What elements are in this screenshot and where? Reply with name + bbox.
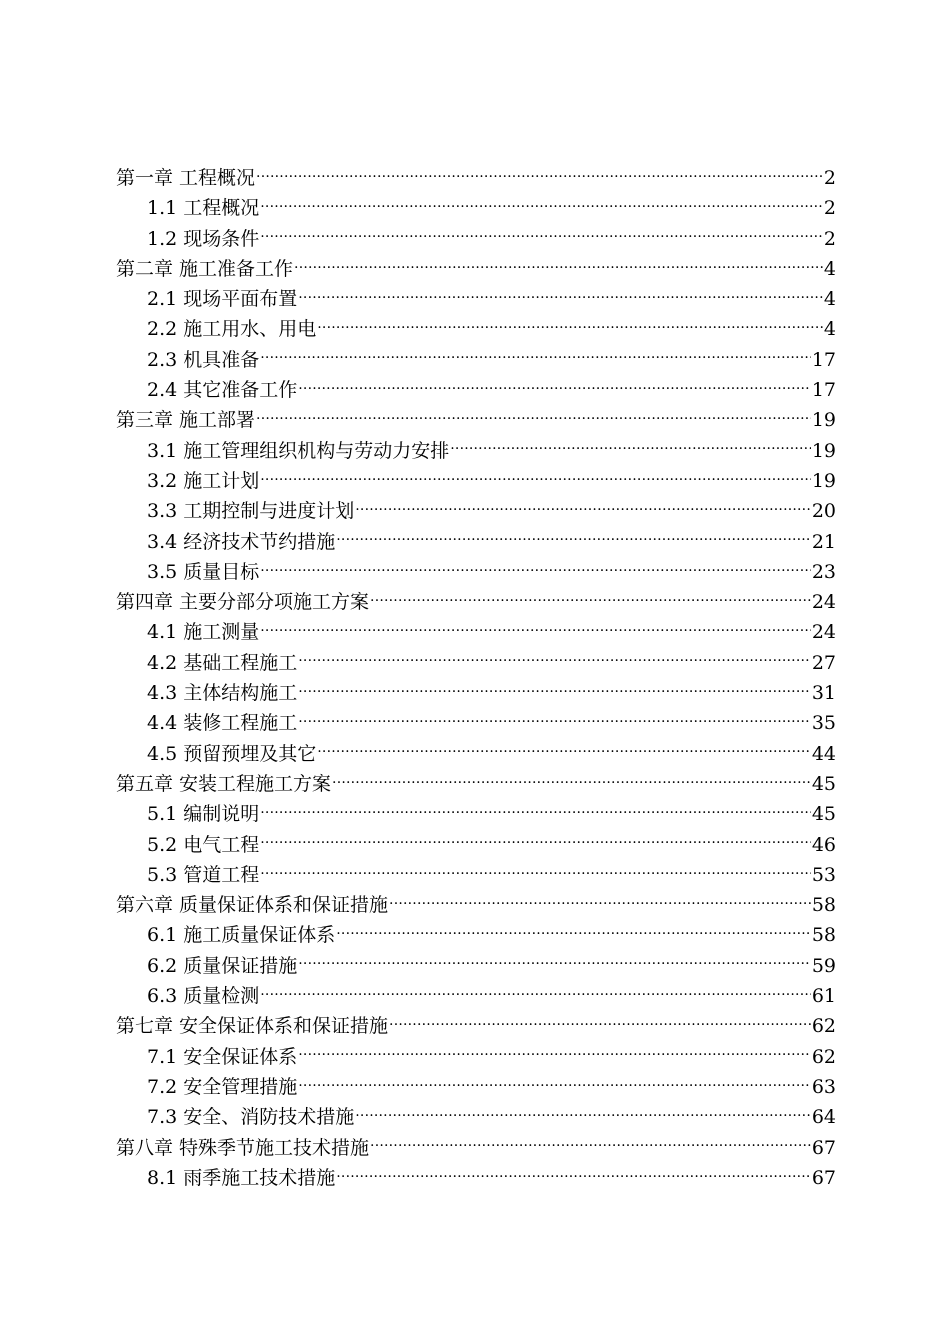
toc-entry-title: 第四章 主要分部分项施工方案 (116, 591, 370, 614)
toc-chapter-entry[interactable] (116, 254, 836, 284)
dot-leader (298, 1043, 811, 1063)
toc-entry-title: 第一章 工程概况 (116, 167, 256, 189)
toc-entry-title: 第六章 质量保证体系和保证措施 (116, 894, 389, 917)
toc-section-entry[interactable] (116, 496, 836, 526)
toc-entry-title: 4.1 施工测量 (147, 621, 260, 644)
toc-entry-title: 4.4 装修工程施工 (147, 712, 298, 735)
toc-page-number: 4 (823, 318, 836, 341)
toc-page-number: 44 (811, 742, 836, 765)
toc-page-number: 19 (811, 409, 836, 432)
toc-page-number: 4 (823, 288, 836, 311)
toc-entry-title: 4.3 主体结构施工 (147, 682, 298, 705)
dot-leader (355, 1103, 811, 1123)
toc-entry-title: 1.2 现场条件 (147, 227, 260, 250)
dot-leader (260, 982, 811, 1002)
toc-page-number: 67 (811, 1136, 836, 1159)
dot-leader (332, 770, 811, 790)
dot-leader (260, 618, 811, 638)
toc-page-number: 20 (811, 500, 836, 523)
toc-page-number: 63 (811, 1075, 836, 1098)
toc-entry-title: 第五章 安装工程施工方案 (116, 772, 332, 795)
dot-leader (260, 346, 811, 366)
toc-section-entry[interactable] (116, 920, 836, 950)
toc-entry-title: 6.2 质量保证措施 (147, 954, 298, 977)
toc-entry-title: 7.1 安全保证体系 (147, 1045, 298, 1068)
toc-section-entry[interactable] (116, 678, 836, 708)
toc-page-number: 58 (811, 924, 836, 947)
toc-page-number: 17 (811, 348, 836, 371)
toc-section-entry[interactable] (116, 314, 836, 344)
dot-leader (355, 497, 811, 517)
toc-page-number: 62 (811, 1015, 836, 1038)
toc-page-number: 46 (811, 833, 836, 856)
toc-section-entry[interactable] (116, 466, 836, 496)
dot-leader (336, 921, 811, 941)
dot-leader (317, 740, 811, 760)
dot-leader (260, 861, 811, 881)
toc-chapter-entry[interactable] (116, 1133, 836, 1163)
toc-section-entry[interactable] (116, 951, 836, 981)
dot-leader (256, 406, 811, 426)
dot-leader (298, 709, 811, 729)
dot-leader (370, 1134, 811, 1154)
dot-leader (260, 194, 823, 214)
table-of-contents (116, 163, 836, 1193)
toc-section-entry[interactable] (116, 830, 836, 860)
toc-entry-title: 第七章 安全保证体系和保证措施 (116, 1015, 389, 1038)
toc-chapter-entry[interactable] (116, 405, 836, 435)
dot-leader (294, 255, 823, 275)
toc-section-entry[interactable] (116, 284, 836, 314)
toc-entry-title: 7.3 安全、消防技术措施 (147, 1106, 355, 1129)
toc-page-number: 67 (811, 1166, 836, 1189)
toc-page-number: 2 (823, 227, 836, 250)
toc-page-number: 21 (811, 530, 836, 553)
toc-section-entry[interactable] (116, 345, 836, 375)
toc-entry-title: 2.4 其它准备工作 (147, 379, 298, 402)
toc-page-number: 53 (811, 863, 836, 886)
toc-entry-title: 4.5 预留预埋及其它 (147, 742, 317, 765)
toc-page-number: 61 (811, 985, 836, 1008)
toc-entry-title: 8.1 雨季施工技术措施 (147, 1166, 336, 1189)
dot-leader (298, 285, 823, 305)
toc-section-entry[interactable] (116, 1042, 836, 1072)
dot-leader (450, 437, 811, 457)
dot-leader (260, 558, 811, 578)
dot-leader (389, 891, 811, 911)
dot-leader (298, 1073, 811, 1093)
toc-entry-title: 5.3 管道工程 (147, 863, 260, 886)
dot-leader (298, 679, 811, 699)
toc-page-number: 23 (811, 560, 836, 583)
toc-page-number: 64 (811, 1106, 836, 1129)
toc-entry-title: 第三章 施工部署 (116, 409, 256, 432)
dot-leader (389, 1012, 811, 1032)
dot-leader (317, 315, 823, 335)
toc-section-entry[interactable] (116, 648, 836, 678)
toc-chapter-entry[interactable] (116, 1011, 836, 1041)
toc-section-entry[interactable] (116, 224, 836, 254)
toc-page-number: 31 (811, 682, 836, 705)
toc-section-entry[interactable] (116, 708, 836, 738)
dot-leader (298, 952, 811, 972)
toc-entry-title: 3.4 经济技术节约措施 (147, 530, 336, 553)
toc-page-number: 19 (811, 469, 836, 492)
dot-leader (260, 800, 811, 820)
toc-entry-title: 第八章 特殊季节施工技术措施 (116, 1136, 370, 1159)
toc-entry-title: 4.2 基础工程施工 (147, 651, 298, 674)
toc-entry-title: 6.1 施工质量保证体系 (147, 924, 336, 947)
toc-section-entry[interactable] (116, 617, 836, 647)
toc-section-entry[interactable] (116, 1072, 836, 1102)
toc-section-entry[interactable] (116, 436, 836, 466)
dot-leader (298, 376, 811, 396)
toc-page-number: 45 (811, 772, 836, 795)
dot-leader (370, 588, 811, 608)
toc-page-number: 59 (811, 954, 836, 977)
toc-page-number: 24 (811, 591, 836, 614)
toc-page-number: 4 (823, 257, 836, 280)
toc-section-entry[interactable] (116, 1102, 836, 1132)
dot-leader (256, 164, 823, 184)
dot-leader (298, 649, 811, 669)
toc-section-entry[interactable] (116, 860, 836, 890)
dot-leader (336, 528, 811, 548)
toc-page-number: 58 (811, 894, 836, 917)
toc-chapter-entry[interactable] (116, 587, 836, 617)
toc-page-number: 19 (811, 439, 836, 462)
toc-entry-title: 2.3 机具准备 (147, 348, 260, 371)
toc-entry-title: 3.5 质量目标 (147, 560, 260, 583)
toc-entry-title: 5.1 编制说明 (147, 803, 260, 826)
toc-entry-title: 3.1 施工管理组织机构与劳动力安排 (147, 439, 450, 462)
toc-section-entry[interactable] (116, 981, 836, 1011)
toc-page-number: 45 (811, 803, 836, 826)
toc-page-number: 35 (811, 712, 836, 735)
toc-entry-title: 3.3 工期控制与进度计划 (147, 500, 355, 523)
dot-leader (336, 1164, 811, 1184)
toc-page-number: 62 (811, 1045, 836, 1068)
toc-section-entry[interactable] (116, 799, 836, 829)
toc-section-entry[interactable] (116, 193, 836, 223)
toc-entry-title: 第二章 施工准备工作 (116, 257, 294, 280)
toc-page-number: 27 (811, 651, 836, 674)
toc-section-entry[interactable] (116, 557, 836, 587)
toc-section-entry[interactable] (116, 1163, 836, 1193)
toc-chapter-entry[interactable] (116, 769, 836, 799)
toc-section-entry[interactable] (116, 527, 836, 557)
toc-entry-title: 6.3 质量检测 (147, 985, 260, 1008)
toc-page-number: 2 (823, 167, 836, 189)
toc-page-number: 24 (811, 621, 836, 644)
toc-entry-title: 2.2 施工用水、用电 (147, 318, 317, 341)
toc-chapter-entry[interactable] (116, 890, 836, 920)
toc-entry-title: 1.1 工程概况 (147, 197, 260, 220)
dot-leader (260, 467, 811, 487)
toc-entry-title: 2.1 现场平面布置 (147, 288, 298, 311)
dot-leader (260, 225, 823, 245)
toc-page-number: 17 (811, 379, 836, 402)
toc-section-entry[interactable] (116, 375, 836, 405)
toc-section-entry[interactable] (116, 739, 836, 769)
toc-entry-title: 3.2 施工计划 (147, 469, 260, 492)
toc-entry-title: 5.2 电气工程 (147, 833, 260, 856)
dot-leader (260, 831, 811, 851)
toc-page-number: 2 (823, 197, 836, 220)
toc-entry-title: 7.2 安全管理措施 (147, 1075, 298, 1098)
toc-chapter-entry[interactable] (116, 163, 836, 193)
